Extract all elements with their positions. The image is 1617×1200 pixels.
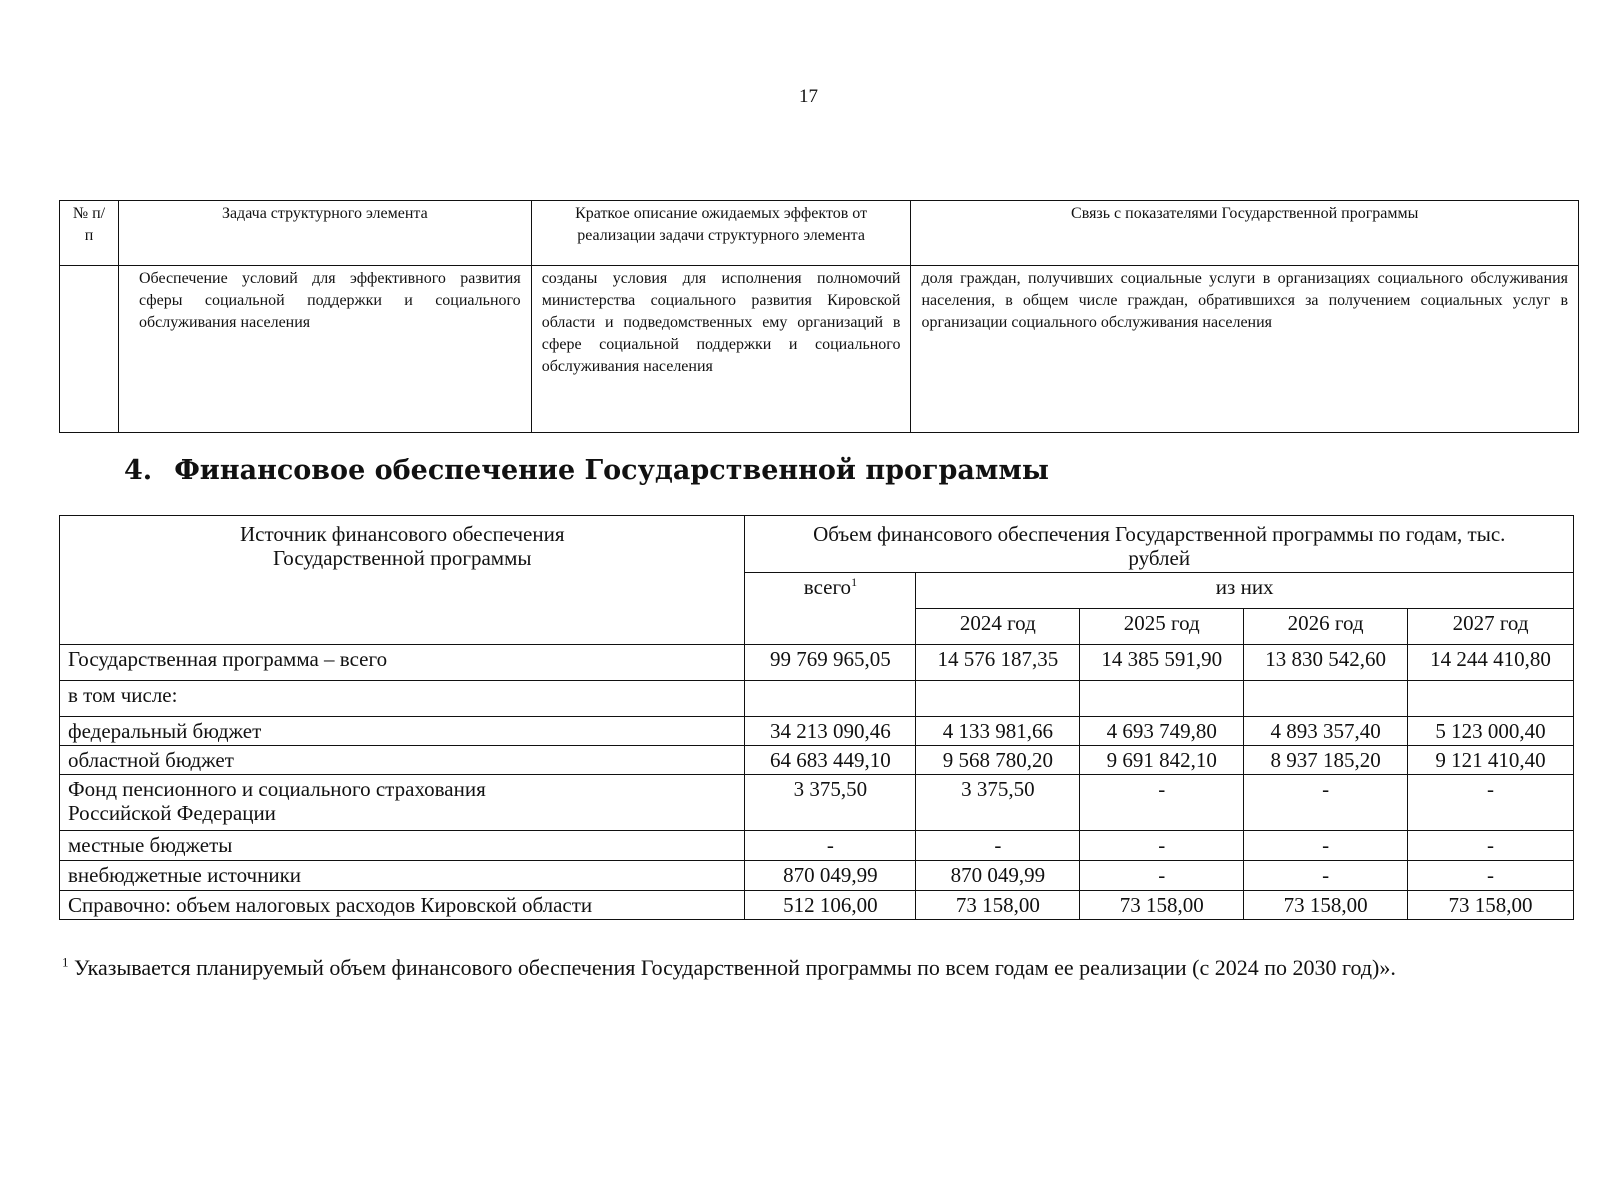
footnote-text: Указывается планируемый объем финансового обеспечения Государственной программы по всем годам ее реализации (с 2024 по 2030 год)». <box>74 955 1396 980</box>
cell-2026: 8 937 185,20 <box>1244 746 1408 775</box>
table-row <box>60 717 1574 746</box>
row-label: Справочно: объем налоговых расходов Кировской области <box>60 891 745 920</box>
footnote <box>62 955 1396 981</box>
cell-num <box>60 266 119 433</box>
cell-2024: 9 568 780,20 <box>916 746 1080 775</box>
header-year-2027: 2027 год <box>1408 609 1574 645</box>
row-label: местные бюджеты <box>60 831 745 861</box>
cell-2025: 14 385 591,90 <box>1080 645 1244 681</box>
header-of-which: из них <box>916 573 1574 609</box>
header-volume: Объем финансового обеспечения Государственной программы по годам, тыс. рублей <box>745 516 1574 573</box>
row-label: федеральный бюджет <box>60 717 745 746</box>
cell-2027: 5 123 000,40 <box>1408 717 1574 746</box>
cell-2026: 4 893 357,40 <box>1244 717 1408 746</box>
cell-2027: - <box>1408 831 1574 861</box>
cell-total: 870 049,99 <box>745 861 916 891</box>
header-source: Источник финансового обеспечения Государственной программы <box>60 516 745 645</box>
header-total-label: всего <box>803 575 852 599</box>
finance-table <box>59 515 1574 920</box>
header-year-2026: 2026 год <box>1244 609 1408 645</box>
row-label: внебюджетные источники <box>60 861 745 891</box>
cell-2024: 73 158,00 <box>916 891 1080 920</box>
header-total <box>745 573 916 645</box>
cell-2024: - <box>916 831 1080 861</box>
row-label: Фонд пенсионного и социального страхования Российской Федерации <box>60 775 745 831</box>
cell-2027: 9 121 410,40 <box>1408 746 1574 775</box>
cell-2024: 14 576 187,35 <box>916 645 1080 681</box>
cell-2026: 73 158,00 <box>1244 891 1408 920</box>
cell-total: 3 375,50 <box>745 775 916 831</box>
cell-total: - <box>745 831 916 861</box>
cell-2025: 4 693 749,80 <box>1080 717 1244 746</box>
section-heading <box>124 455 1049 486</box>
cell-2027: 14 244 410,80 <box>1408 645 1574 681</box>
cell-2025: 9 691 842,10 <box>1080 746 1244 775</box>
cell-total: 99 769 965,05 <box>745 645 916 681</box>
cell-task: Обеспечение условий для эффективного развития сферы социальной поддержки и социального обслуживания населения <box>118 266 531 433</box>
header-num: № п/п <box>60 201 119 266</box>
section-title: Финансовое обеспечение Государственной программы <box>174 455 1049 486</box>
cell-2027: 73 158,00 <box>1408 891 1574 920</box>
table-row <box>60 775 1574 831</box>
cell-link: доля граждан, получивших социальные услуги в организациях социального обслуживания населения, в общем числе граждан, обратившихся за получением социальных услуг в организации социального обслуживания населения <box>911 266 1579 433</box>
cell-2024: 4 133 981,66 <box>916 717 1080 746</box>
row-label: областной бюджет <box>60 746 745 775</box>
cell-2026: - <box>1244 831 1408 861</box>
header-year-2024: 2024 год <box>916 609 1080 645</box>
finance-header-row-1 <box>60 516 1574 573</box>
cell-total <box>745 681 916 717</box>
cell-total: 34 213 090,46 <box>745 717 916 746</box>
cell-2027 <box>1408 681 1574 717</box>
cell-2025: - <box>1080 775 1244 831</box>
header-task: Задача структурного элемента <box>118 201 531 266</box>
cell-2025: - <box>1080 861 1244 891</box>
cell-2026: - <box>1244 861 1408 891</box>
cell-total: 512 106,00 <box>745 891 916 920</box>
cell-2027: - <box>1408 861 1574 891</box>
cell-2026 <box>1244 681 1408 717</box>
page-number: 17 <box>799 86 818 107</box>
row-label: Государственная программа – всего <box>60 645 745 681</box>
cell-2027: - <box>1408 775 1574 831</box>
cell-2025 <box>1080 681 1244 717</box>
header-effects: Краткое описание ожидаемых эффектов от реализации задачи структурного элемента <box>531 201 911 266</box>
cell-2026: - <box>1244 775 1408 831</box>
task-table-row <box>60 266 1579 433</box>
row-label: в том числе: <box>60 681 745 717</box>
cell-2024: 870 049,99 <box>916 861 1080 891</box>
section-number: 4. <box>124 455 153 486</box>
header-link: Связь с показателями Государственной программы <box>911 201 1579 266</box>
task-table-header-row <box>60 201 1579 266</box>
cell-2026: 13 830 542,60 <box>1244 645 1408 681</box>
table-row <box>60 891 1574 920</box>
table-row <box>60 746 1574 775</box>
cell-effects: созданы условия для исполнения полномочий министерства социального развития Кировской области и подведомственных ему организаций в сфере социальной поддержки и социального обслуживания населения <box>531 266 911 433</box>
cell-2024 <box>916 681 1080 717</box>
table-row <box>60 681 1574 717</box>
structural-task-table <box>59 200 1579 433</box>
cell-total: 64 683 449,10 <box>745 746 916 775</box>
table-row <box>60 831 1574 861</box>
table-row <box>60 861 1574 891</box>
footnote-mark: 1 <box>62 954 69 970</box>
table-row <box>60 645 1574 681</box>
footnote-ref: 1 <box>851 575 858 589</box>
cell-2024: 3 375,50 <box>916 775 1080 831</box>
cell-2025: 73 158,00 <box>1080 891 1244 920</box>
header-year-2025: 2025 год <box>1080 609 1244 645</box>
cell-2025: - <box>1080 831 1244 861</box>
